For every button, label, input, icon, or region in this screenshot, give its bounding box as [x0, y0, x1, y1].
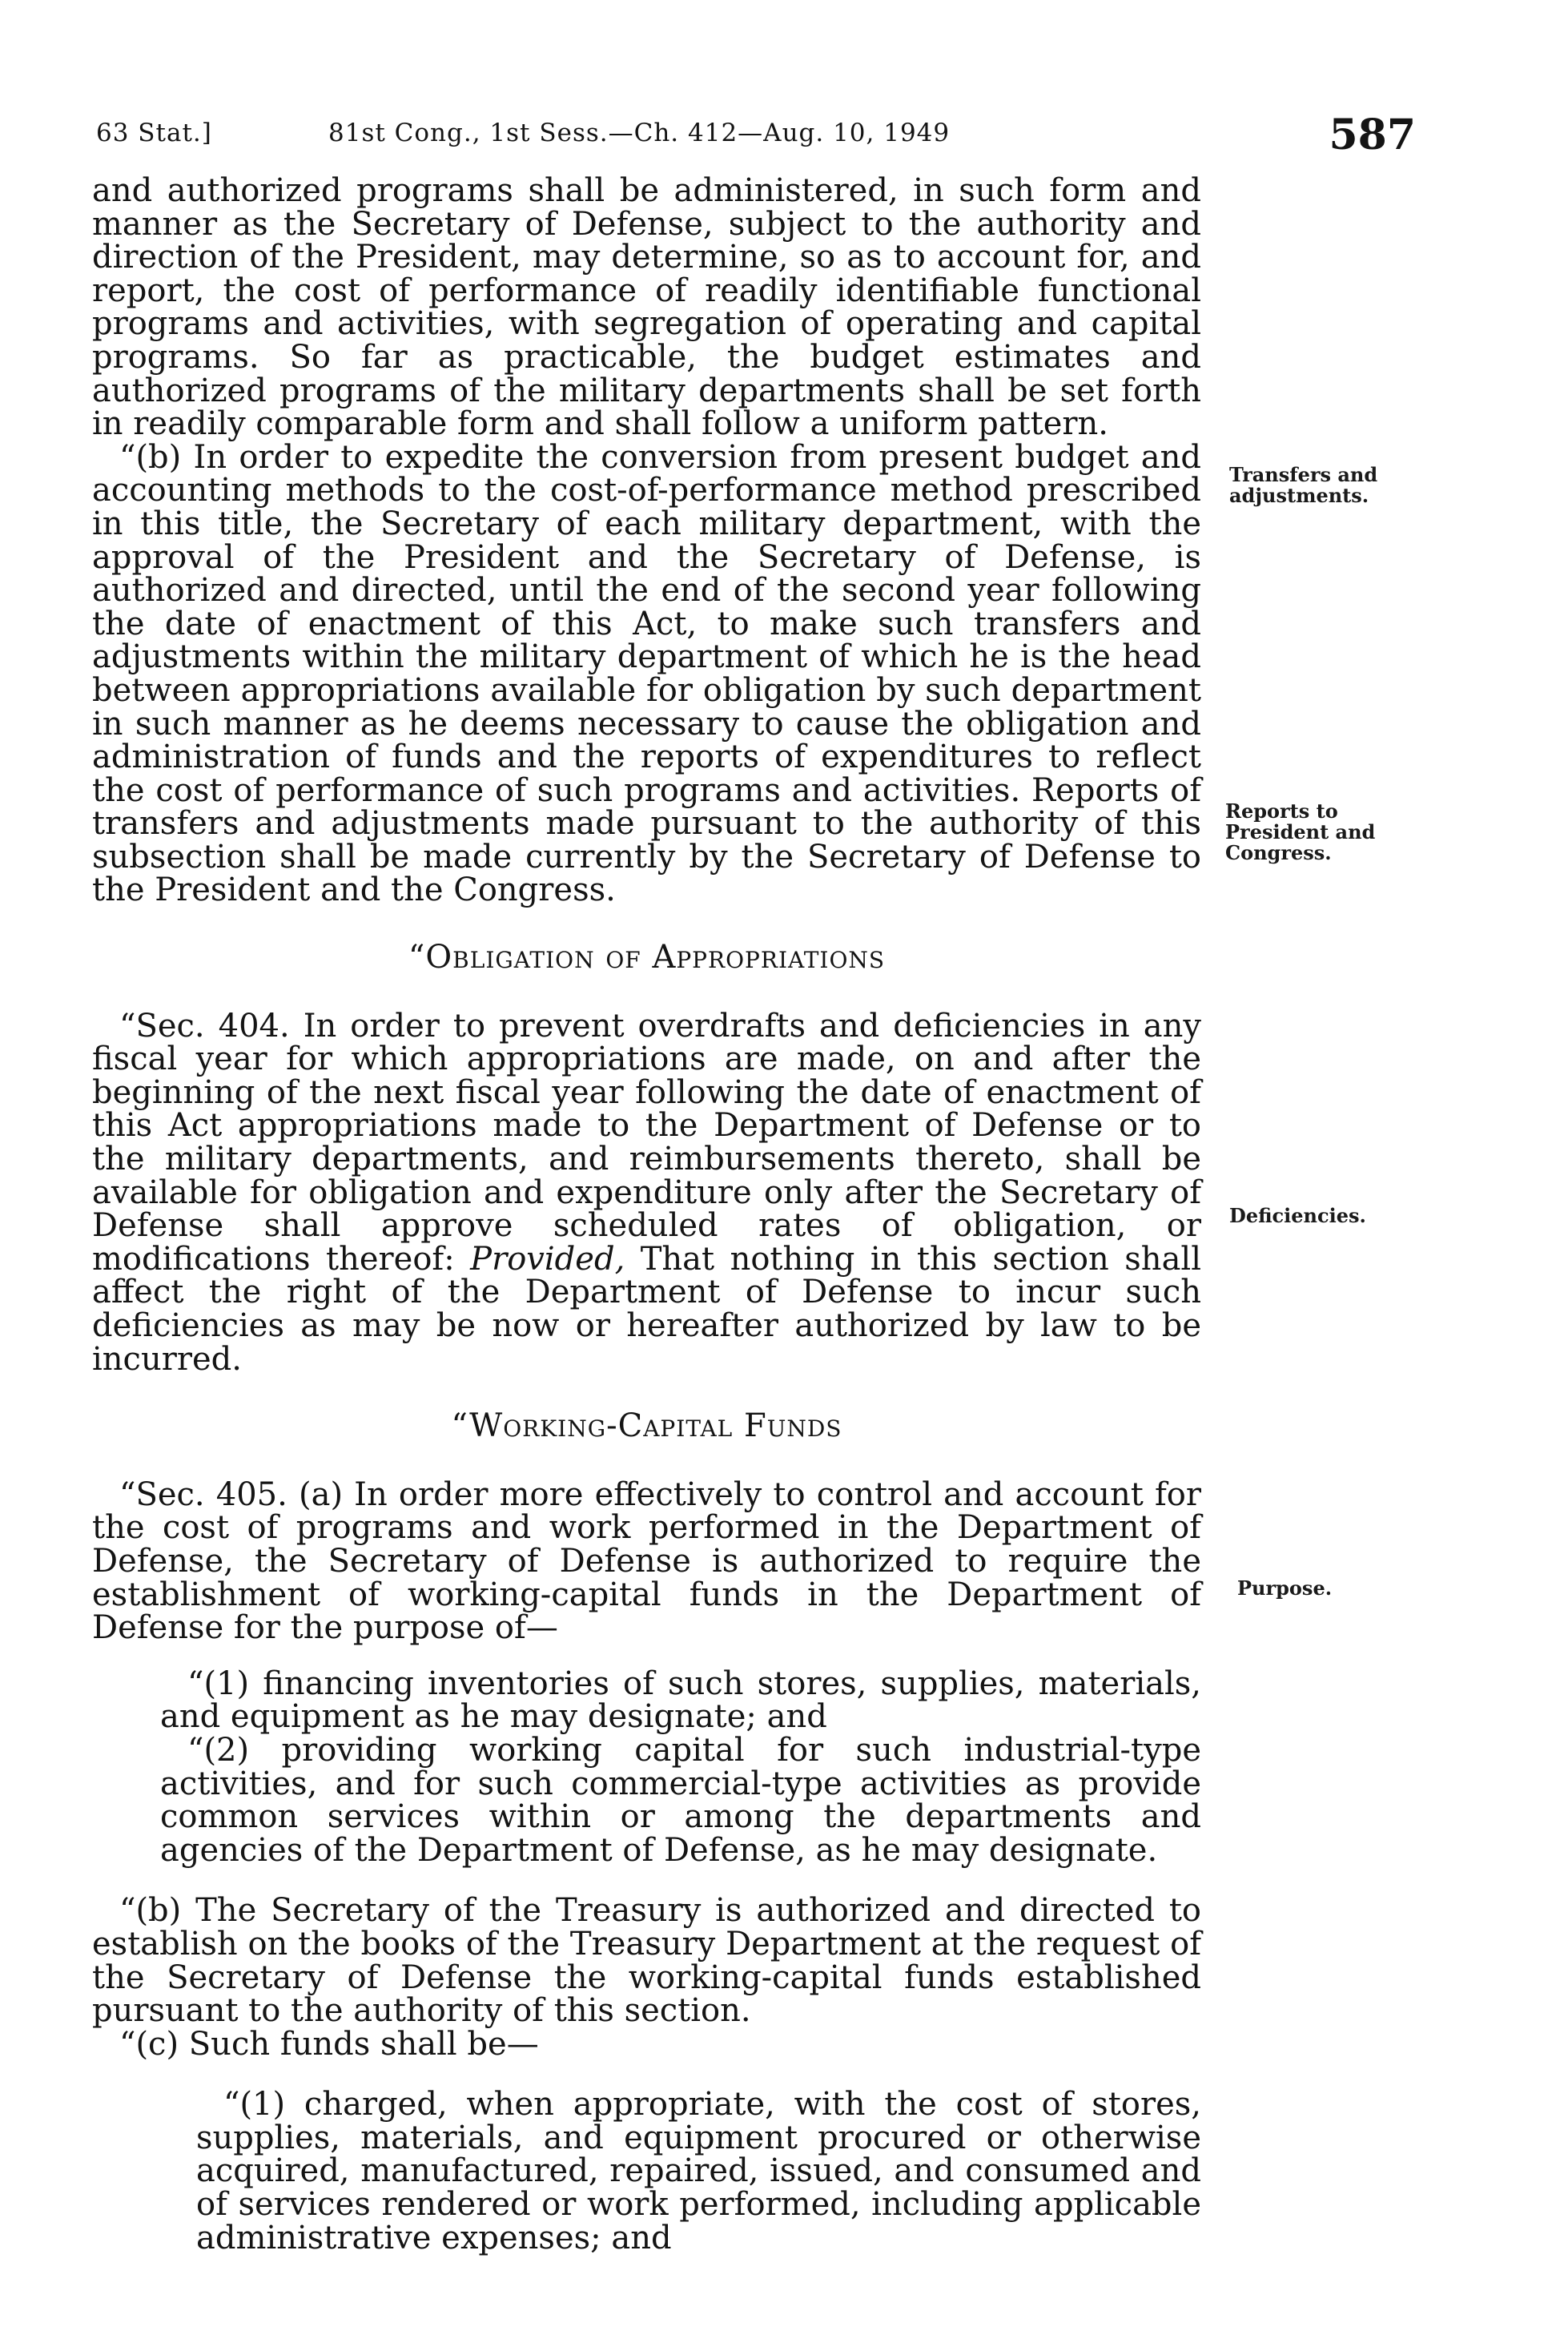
paragraph-sec-405c: “(c) Such funds shall be—	[119, 2025, 539, 2063]
heading-working-capital-funds: “Working-Capital Funds	[451, 1407, 842, 1445]
sec-404-text-b: That nothing in this section shall affect the right of the Department of Defense to incur such deficiencies as may be now or hereafter authorized by law to be incurred.	[92, 1240, 1201, 1378]
heading-obligation-of-appropriations: “Obligation of Appropriations	[408, 939, 886, 976]
margin-note-transfers: Transfers and adjustments.	[1229, 463, 1378, 507]
list-item: “(1) charged, when appropriate, with the cost of stores, supplies, materials, and equipment procured or otherwise acquired, manufactured, repaired, issued, and consumed and of services rendered or work performed, including applicable administrative expenses; and	[196, 2086, 1201, 2256]
page-number: 587	[1329, 111, 1416, 159]
paragraph-sec-405a: “Sec. 405. (a) In order more effectively to control and account for the cost of programs and work performed in the Department of Defense, the Secretary of Defense is authorized to require the establishment of working-capital funds in the Department of Defense for the purpose of—	[92, 1475, 1201, 1647]
session-chapter-date: 81st Cong., 1st Sess.—Ch. 412—Aug. 10, 1949	[328, 119, 951, 147]
paragraph-sec-405b: “(b) The Secretary of the Treasury is authorized and directed to establish on the books of the Treasury Department at the request of the Secretary of Defense the working-capital funds established pursuant to the authority of this section.	[92, 1892, 1201, 2030]
paragraph-sec-404	[92, 1007, 1201, 1378]
list-item: “(1) financing inventories of such stores, supplies, materials, and equipment as he may designate; and	[160, 1665, 1201, 1736]
sec-404-proviso: Provided,	[470, 1240, 625, 1278]
paragraph-subsection-b: “(b) In order to expedite the conversion from present budget and accounting methods to the cost-of-performance method prescribed in this title, the Secretary of each military department, with the approval of the President and the Secretary of Defense, is authorized and directed, until the end of the second year following the date of enactment of this Act, to make such transfers and adjustments within the military department of which he is the head between appropriations available for obligation by such department in such manner as he deems necessary to cause the obligation and administration of funds and the reports of expenditures to reflect the cost of performance of such programs and activities. Reports of transfers and adjustments made pursuant to the authority of this subsection shall be made currently by the Secretary of Defense to the President and the Congress.	[92, 438, 1201, 909]
list-item: “(2) providing working capital for such industrial-type activities, and for such commercial-type activities as provide common services within or among the departments and agencies of the Department of Defense, as he may designate.	[160, 1731, 1201, 1869]
margin-note-reports: Reports to President and Congress.	[1225, 799, 1376, 864]
paragraph-continuation: and authorized programs shall be administered, in such form and manner as the Secretary of Defense, subject to the authority and direction of the President, may determine, so as to account for, and report, the cost of performance of readily identifiable functional programs and activities, with segregation of operating and capital programs. So far as practicable, the budget estimates and authorized programs of the military departments shall be set forth in readily comparable form and shall follow a uniform pattern.	[92, 172, 1201, 443]
statute-text	[92, 172, 1201, 2256]
page-header	[0, 111, 1568, 167]
margin-note-purpose: Purpose.	[1237, 1576, 1333, 1600]
margin-note-deficiencies: Deficiencies.	[1229, 1204, 1366, 1227]
statute-reference: 63 Stat.]	[96, 119, 212, 147]
sec-404-text-a: “Sec. 404. In order to prevent overdrafts and deficiencies in any fiscal year for which appropriations are made, on and after the beginning of the next fiscal year following the date of enactment of this Act appropriations made to the Department of Defense or to the military departments, and reimbursements thereto, shall be available for obligation and expenditure only after the Secretary of Defense shall approve scheduled rates of obligation, or modifications thereof:	[92, 1007, 1201, 1278]
